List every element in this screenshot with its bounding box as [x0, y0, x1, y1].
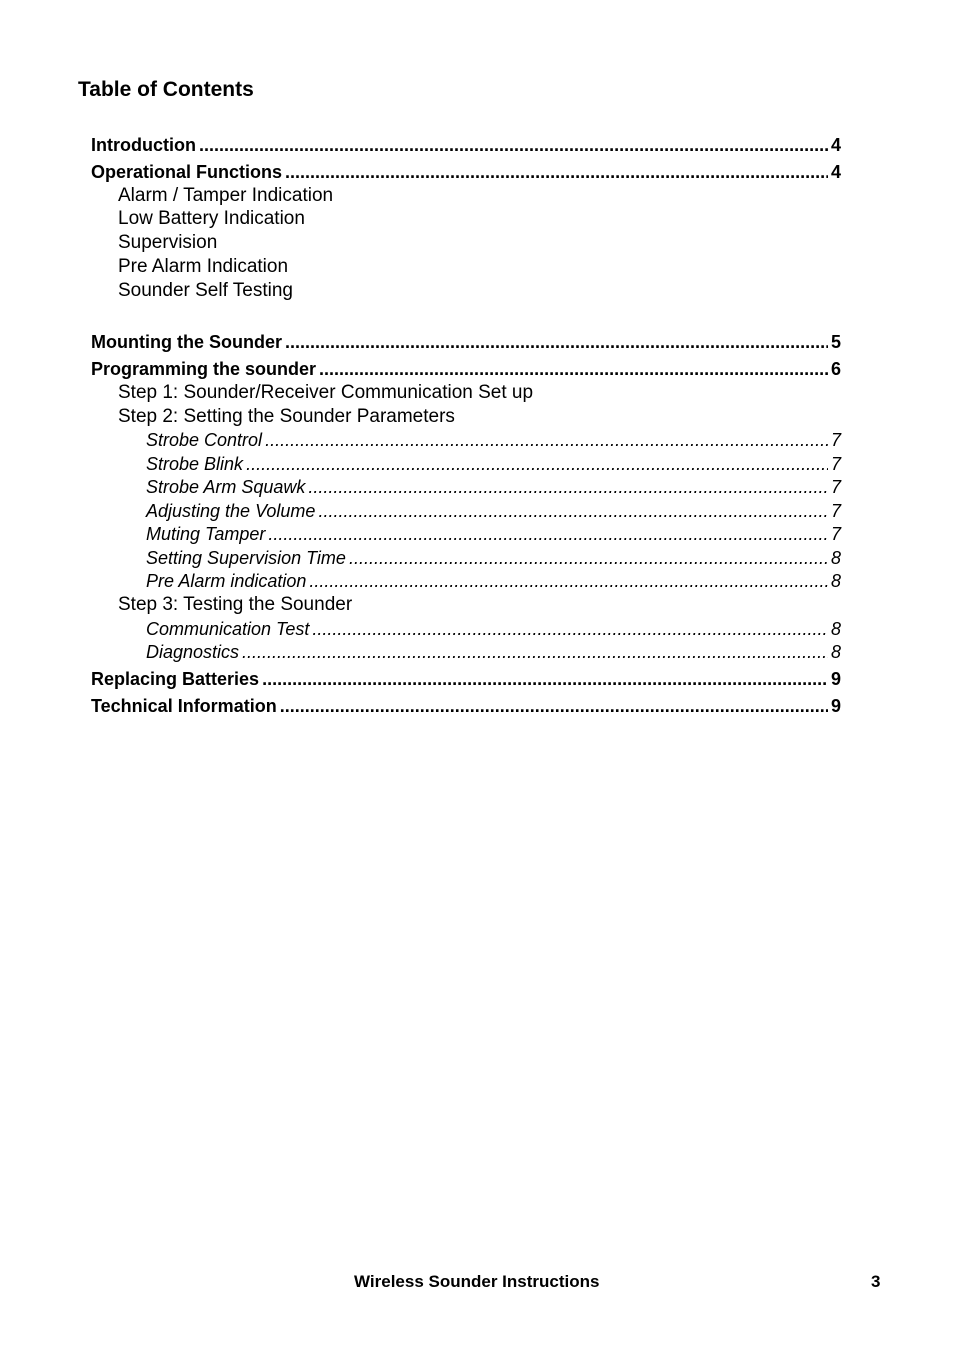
- toc-entry-label: Pre Alarm indication: [146, 571, 307, 591]
- toc-entry-programming[interactable]: [91, 358, 841, 380]
- toc-subsubentry-strobe-arm-squawk[interactable]: [146, 476, 841, 498]
- toc-entry-page: 7: [830, 524, 841, 544]
- toc-subsubentry-pre-alarm-indication[interactable]: [146, 570, 841, 592]
- toc-entry-label: Operational Functions: [91, 162, 283, 182]
- dot-leader: [285, 331, 828, 353]
- toc-entry-page: 6: [830, 359, 841, 379]
- toc-entry-page: 7: [830, 501, 841, 521]
- dot-leader: [246, 453, 828, 475]
- toc-entry-page: 8: [830, 642, 841, 662]
- dot-leader: [285, 161, 828, 183]
- toc-subsubentry-strobe-blink[interactable]: [146, 453, 841, 475]
- dot-leader: [312, 618, 828, 640]
- toc-entry-page: 8: [830, 548, 841, 568]
- toc-entry-label: Strobe Arm Squawk: [146, 477, 306, 497]
- toc-subsubentry-muting-tamper[interactable]: [146, 523, 841, 545]
- toc-entry-label: Step 2: Setting the Sounder Parameters: [118, 406, 455, 427]
- toc-subsubentry-communication-test[interactable]: [146, 618, 841, 640]
- toc-subsubentry-diagnostics[interactable]: [146, 641, 841, 663]
- toc-entry-label: Technical Information: [91, 696, 277, 716]
- toc-entry-label: Strobe Control: [146, 430, 263, 450]
- toc-entry-page: 9: [830, 696, 841, 716]
- dot-leader: [242, 641, 828, 663]
- toc-entry-replacing-batteries[interactable]: [91, 668, 841, 690]
- toc-subsubentry-strobe-control[interactable]: [146, 429, 841, 451]
- toc-subentry-step1[interactable]: [118, 382, 533, 404]
- toc-entry-label: Strobe Blink: [146, 454, 244, 474]
- dot-leader: [262, 668, 828, 690]
- footer-title: Wireless Sounder Instructions: [354, 1272, 600, 1291]
- toc-entry-label: Setting Supervision Time: [146, 548, 346, 568]
- toc-subentry-alarm-tamper[interactable]: [118, 185, 333, 207]
- toc-subsubentry-adjusting-volume[interactable]: [146, 500, 841, 522]
- toc-entry-page: 4: [830, 162, 841, 182]
- toc-entry-page: 4: [830, 135, 841, 155]
- toc-entry-page: 9: [830, 669, 841, 689]
- toc-subsubentry-supervision-time[interactable]: [146, 547, 841, 569]
- toc-entry-page: 8: [830, 619, 841, 639]
- toc-entry-label: Communication Test: [146, 619, 310, 639]
- toc-entry-label: Low Battery Indication: [118, 208, 305, 229]
- toc-subentry-pre-alarm[interactable]: [118, 256, 288, 278]
- toc-entry-label: Diagnostics: [146, 642, 240, 662]
- dot-leader: [268, 523, 828, 545]
- toc-subentry-supervision[interactable]: [118, 232, 217, 254]
- toc-entry-page: 8: [830, 571, 841, 591]
- toc-entry-label: Programming the sounder: [91, 359, 317, 379]
- toc-subentry-low-battery[interactable]: [118, 208, 305, 230]
- dot-leader: [308, 476, 828, 498]
- footer-page-number: 3: [871, 1272, 881, 1291]
- toc-entry-label: Sounder Self Testing: [118, 280, 293, 301]
- toc-entry-label: Pre Alarm Indication: [118, 256, 289, 277]
- dot-leader: [318, 500, 828, 522]
- toc-entry-page: 7: [830, 477, 841, 497]
- toc-entry-page: 7: [830, 430, 841, 450]
- toc-subentry-step3[interactable]: [118, 594, 352, 616]
- toc-entry-label: Adjusting the Volume: [146, 501, 316, 521]
- toc-entry-label: Introduction: [91, 135, 196, 155]
- dot-leader: [199, 134, 828, 156]
- toc-subentry-self-testing[interactable]: [118, 280, 293, 302]
- toc-entry-label: Supervision: [118, 232, 218, 253]
- toc-entry-label: Replacing Batteries: [91, 669, 260, 689]
- page-title: Table of Contents: [78, 78, 254, 101]
- toc-entry-label: Step 3: Testing the Sounder: [118, 594, 353, 615]
- dot-leader: [349, 547, 828, 569]
- toc-entry-label: Mounting the Sounder: [91, 332, 282, 352]
- dot-leader: [280, 695, 828, 717]
- toc-entry-label: Step 1: Sounder/Receiver Communication Set up: [118, 382, 534, 403]
- toc-subentry-step2[interactable]: [118, 406, 455, 428]
- toc-entry-technical-information[interactable]: [91, 695, 841, 717]
- dot-leader: [319, 358, 828, 380]
- toc-entry-operational-functions[interactable]: [91, 161, 841, 183]
- toc-entry-page: 5: [830, 332, 841, 352]
- dot-leader: [309, 570, 828, 592]
- toc-entry-label: Alarm / Tamper Indication: [118, 185, 334, 206]
- toc-entry-introduction[interactable]: [91, 134, 841, 156]
- dot-leader: [265, 429, 828, 451]
- toc-entry-label: Muting Tamper: [146, 524, 266, 544]
- toc-entry-mounting[interactable]: [91, 331, 841, 353]
- toc-entry-page: 7: [830, 454, 841, 474]
